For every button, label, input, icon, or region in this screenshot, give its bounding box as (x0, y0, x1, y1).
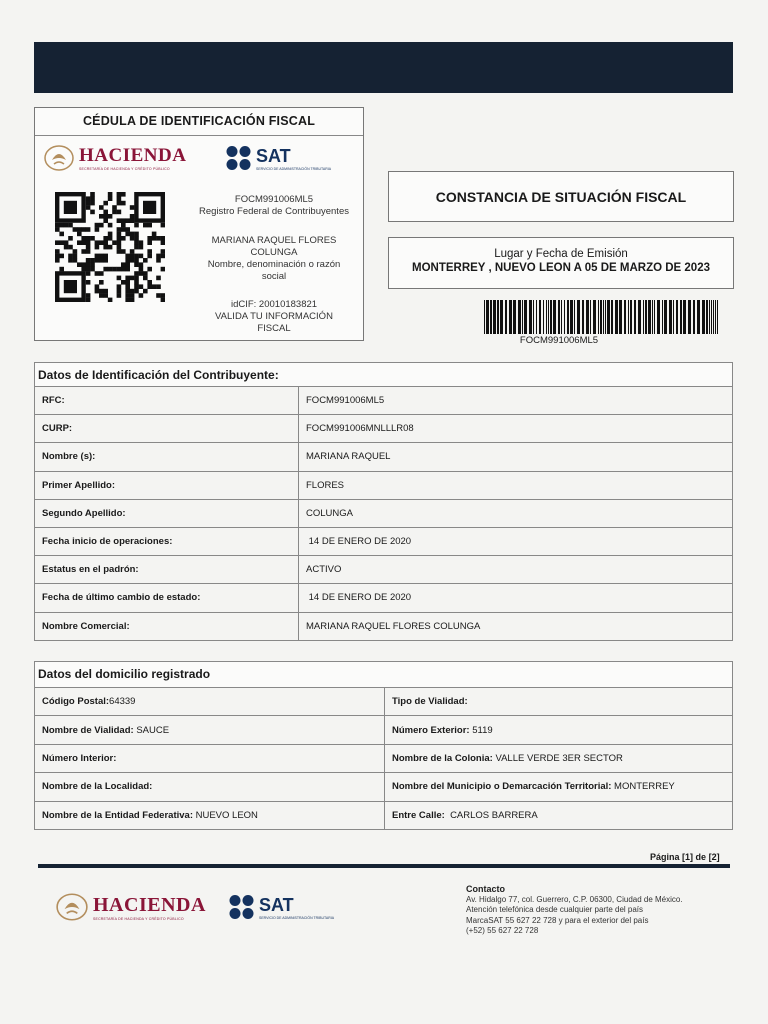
sat-wordmark: SAT (256, 145, 291, 166)
field-label: Fecha de último cambio de estado: (35, 584, 299, 612)
hacienda-wordmark: HACIENDA (79, 145, 187, 166)
address-cell (385, 744, 733, 772)
name-line-1: MARIANA RAQUEL FLORES (211, 235, 337, 246)
name-line-2: COLUNGA (250, 247, 298, 258)
footer-sat-wordmark: SAT (259, 894, 294, 915)
cedula-title: CÉDULA DE IDENTIFICACIÓN FISCAL (82, 114, 316, 128)
footer-sat-logo (228, 893, 334, 921)
table-row (35, 688, 733, 716)
field-label: RFC: (35, 387, 299, 415)
page-indicator (650, 852, 720, 862)
footer-sat-subtitle: SERVICIO DE ADMINISTRACIÓN TRIBUTARIA (259, 915, 335, 920)
field-value: FOCM991006ML5 (299, 387, 733, 415)
page-total: [2] (708, 852, 720, 862)
field-value: FLORES (299, 471, 733, 499)
address-cell (385, 716, 733, 744)
contribuyente-table (34, 386, 733, 641)
lugar-value: MONTERREY , NUEVO LEON A 05 DE MARZO DE 2023 (412, 262, 710, 274)
qr-code (55, 192, 165, 302)
table-row (35, 612, 733, 640)
field-value: MARIANA RAQUEL (299, 443, 733, 471)
table-row (35, 716, 733, 744)
contact-title: Contacto (466, 884, 505, 894)
header-bar (34, 42, 733, 93)
domicilio-header (34, 661, 733, 687)
field-value: COLUNGA (299, 499, 733, 527)
domicilio-title: Datos del domicilio registrado (38, 667, 211, 681)
field-label: Entre Calle: (392, 809, 445, 821)
footer-eagle-seal-icon (55, 892, 89, 922)
field-value: CARLOS BARRERA (444, 809, 538, 821)
address-cell (35, 744, 385, 772)
domicilio-table (34, 687, 733, 830)
field-value: 5119 (469, 724, 493, 736)
rfc-text: FOCM991006ML5 (234, 194, 314, 205)
field-label: Nombre de la Entidad Federativa: (42, 809, 193, 821)
table-row (35, 499, 733, 527)
rfc-label: Registro Federal de Contribuyentes (199, 206, 349, 217)
address-cell (385, 773, 733, 801)
field-value: 14 DE ENERO DE 2020 (299, 584, 733, 612)
field-label: Número Interior: (42, 752, 117, 764)
contact-line: Av. Hidalgo 77, col. Guerrero, C.P. 06300, Ciudad de México. (466, 894, 683, 904)
field-value: VALLE VERDE 3ER SECTOR (492, 752, 623, 764)
address-cell (35, 801, 385, 829)
lugar-fecha-box (388, 237, 734, 289)
page-label: Página (650, 852, 680, 862)
field-value: NUEVO LEON (192, 809, 258, 821)
name-label-2: social (261, 271, 287, 282)
cedula-card (34, 107, 364, 341)
field-label: Nombre de Vialidad: (42, 724, 134, 736)
field-label: Número Exterior: (392, 724, 470, 736)
field-label: Tipo de Vialidad: (392, 696, 468, 708)
table-row (35, 584, 733, 612)
idcif-text: idCIF: 20010183821 (230, 299, 318, 310)
field-value: 64339 (109, 696, 136, 708)
field-label: CURP: (35, 415, 299, 443)
name-label-1: Nombre, denominación o razón (207, 259, 341, 270)
field-label: Primer Apellido: (35, 471, 299, 499)
table-row (35, 801, 733, 829)
contribuyente-header (34, 362, 733, 386)
field-label: Estatus en el padrón: (35, 556, 299, 584)
table-row (35, 443, 733, 471)
contact-block (466, 884, 683, 937)
page-current: [1] (682, 852, 694, 862)
table-row (35, 744, 733, 772)
field-label: Nombre Comercial: (35, 612, 299, 640)
contribuyente-title: Datos de Identificación del Contribuyente: (38, 368, 279, 382)
address-cell (385, 688, 733, 716)
field-label: Nombre de la Localidad: (42, 781, 153, 793)
table-row (35, 387, 733, 415)
field-label: Código Postal: (42, 696, 110, 708)
sat-logo (225, 145, 331, 171)
field-label: Segundo Apellido: (35, 499, 299, 527)
eagle-seal-icon (43, 144, 75, 172)
sat-dots-icon (225, 145, 253, 171)
field-label: Nombre (s): (35, 443, 299, 471)
footer-hacienda-wordmark: HACIENDA (93, 893, 206, 916)
footer-hacienda-logo (55, 892, 206, 922)
constancia-title-box (388, 171, 734, 222)
hacienda-subtitle: SECRETARÍA DE HACIENDA Y CRÉDITO PÚBLICO (79, 167, 170, 171)
address-cell (35, 716, 385, 744)
contact-line: (+52) 55 627 22 728 (466, 926, 539, 935)
field-label: Fecha inicio de operaciones: (35, 527, 299, 555)
contact-line: MarcaSAT 55 627 22 728 y para el exterior del país (466, 915, 649, 925)
footer-sat-dots-icon (228, 893, 256, 921)
valida-line-2: FISCAL (257, 323, 291, 334)
constancia-title: CONSTANCIA DE SITUACIÓN FISCAL (435, 188, 687, 205)
field-label: Nombre de la Colonia: (392, 752, 493, 764)
field-value: FOCM991006MNLLLR08 (299, 415, 733, 443)
footer-hacienda-subtitle: SECRETARÍA DE HACIENDA Y CRÉDITO PÚBLICO (93, 916, 184, 921)
barcode (484, 300, 720, 334)
field-value: MARIANA RAQUEL FLORES COLUNGA (299, 612, 733, 640)
lugar-label: Lugar y Fecha de Emisión (494, 248, 628, 260)
table-row (35, 415, 733, 443)
table-row (35, 527, 733, 555)
address-cell (35, 773, 385, 801)
barcode-text: FOCM991006ML5 (519, 335, 599, 346)
page-of: de (695, 852, 707, 862)
table-row (35, 471, 733, 499)
field-value: ACTIVO (299, 556, 733, 584)
field-label: Nombre del Municipio o Demarcación Territorial: (392, 781, 612, 793)
sat-subtitle: SERVICIO DE ADMINISTRACIÓN TRIBUTARIA (256, 166, 332, 171)
divider (35, 135, 363, 136)
address-cell (35, 688, 385, 716)
valida-line-1: VALIDA TU INFORMACIÓN (215, 311, 333, 322)
hacienda-logo (43, 144, 186, 172)
address-cell (385, 801, 733, 829)
table-row (35, 556, 733, 584)
contact-line: Atención telefónica desde cualquier parte del país (466, 905, 644, 914)
field-value: SAUCE (133, 724, 170, 736)
footer-divider (38, 864, 730, 868)
field-value: 14 DE ENERO DE 2020 (299, 527, 733, 555)
field-value: MONTERREY (611, 781, 675, 793)
table-row (35, 773, 733, 801)
